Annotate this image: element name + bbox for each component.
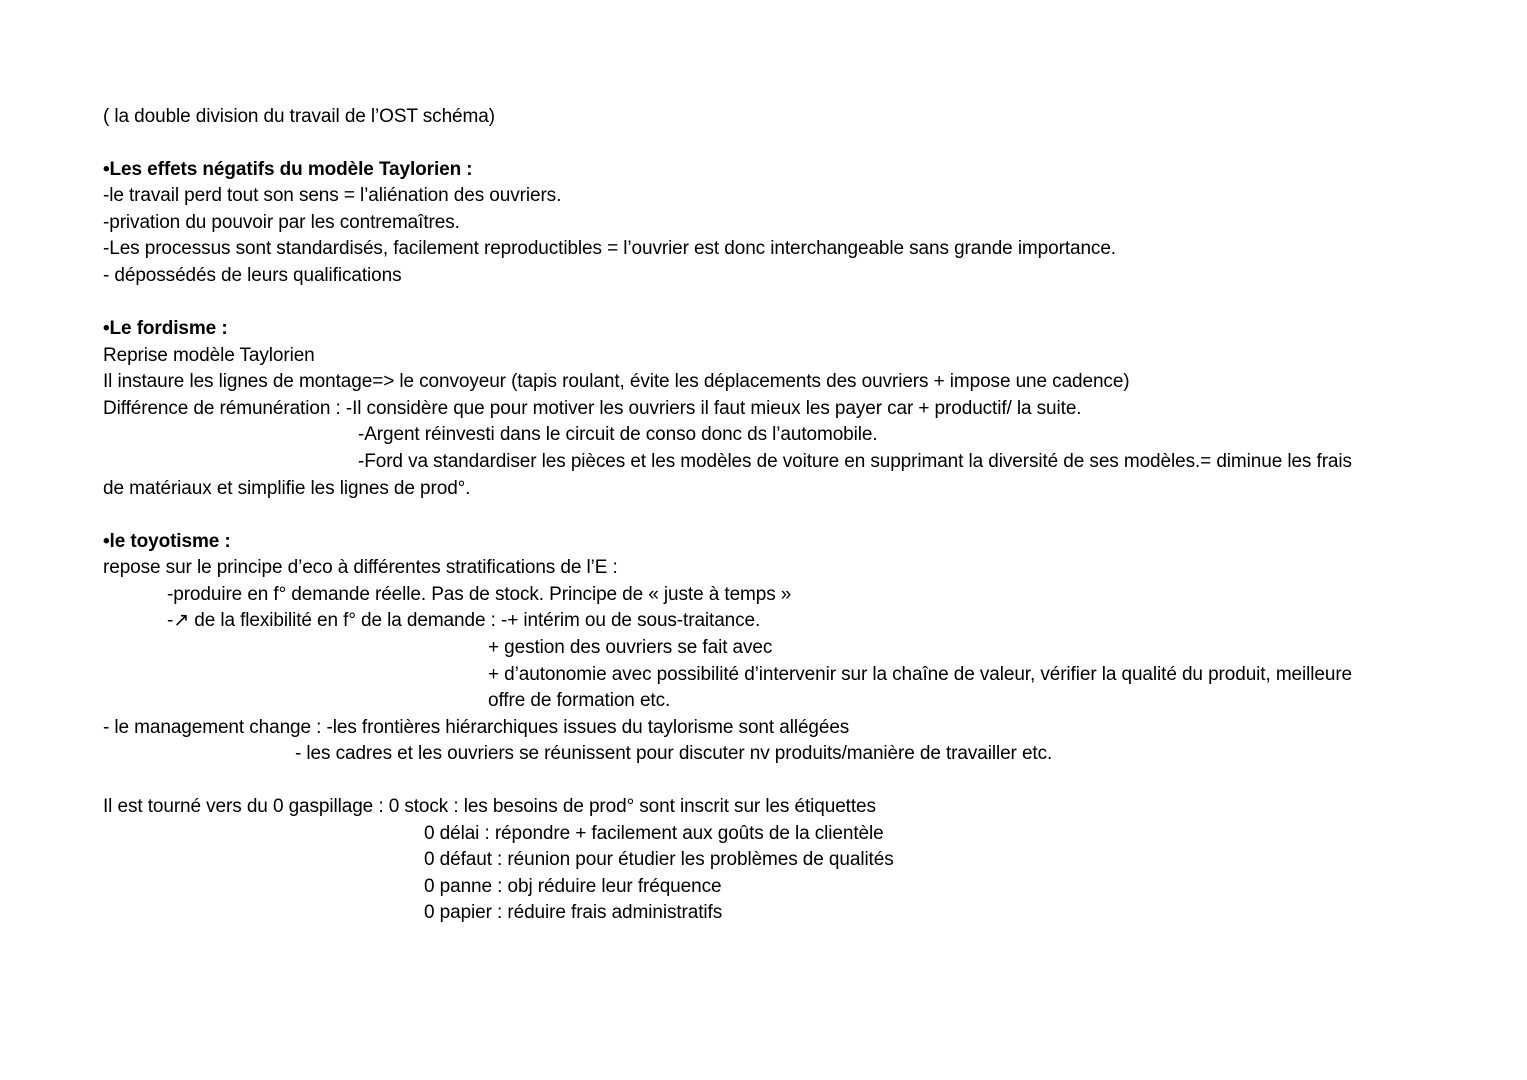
ford-remuneration-line	[103, 396, 1081, 422]
toyota-subpoint-detail: offre de formation etc.	[488, 690, 671, 711]
taylor-item: - dépossédés de leurs qualifications	[103, 265, 402, 286]
taylor-heading: •Les effets négatifs du modèle Taylorien :	[103, 159, 473, 180]
ford-remuneration-label: Différence de rémunération :	[103, 398, 346, 419]
ford-remuneration-point: -Il considère que pour motiver les ouvriers il faut mieux les payer car + productif/ la suite.	[345, 398, 1082, 419]
toyota-subpoint: -↗ de la flexibilité en f° de la demande : -+ intérim ou de sous-traitance.	[167, 610, 761, 631]
zero-waste-lead: Il est tourné vers du 0 gaspillage : 0 stock : les besoins de prod° sont inscrit sur les étiquettes	[103, 796, 876, 817]
toyota-management-line: - le management change : -les frontières hiérarchiques issues du taylorisme sont allégées	[103, 717, 850, 738]
ford-line: Il instaure les lignes de montage=> le convoyeur (tapis roulant, évite les déplacements des ouvriers + impose une cadence)	[103, 371, 1130, 392]
zero-waste-item: 0 délai : répondre + facilement aux goûts de la clientèle	[424, 823, 884, 844]
intro-line: ( la double division du travail de l’OST schéma)	[103, 106, 495, 127]
toyota-line: repose sur le principe d’eco à différentes stratifications de l’E :	[103, 557, 618, 578]
ford-remuneration-point: -Ford va standardiser les pièces et les modèles de voiture en supprimant la diversité de ses modèles.= diminue les frais	[358, 451, 1352, 472]
ford-heading: •Le fordisme :	[103, 318, 228, 339]
toyota-subpoint-detail: + d’autonomie avec possibilité d’intervenir sur la chaîne de valeur, vérifier la qualité du produit, meilleure	[488, 664, 1353, 685]
taylor-item: -Les processus sont standardisés, facilement reproductibles = l’ouvrier est donc interchangeable sans grande importance.	[103, 238, 1116, 259]
ford-remuneration-point: -Argent réinvesti dans le circuit de conso donc ds l’automobile.	[358, 424, 878, 445]
toyota-subpoint-detail: + gestion des ouvriers se fait avec	[488, 637, 773, 658]
toyota-subpoint: -produire en f° demande réelle. Pas de stock. Principe de « juste à temps »	[167, 584, 792, 605]
toyota-heading: •le toyotisme :	[103, 531, 231, 552]
taylor-item: -privation du pouvoir par les contremaîtres.	[103, 212, 460, 233]
zero-waste-item: 0 panne : obj réduire leur fréquence	[424, 876, 722, 897]
zero-waste-item: 0 papier : réduire frais administratifs	[424, 902, 723, 923]
zero-waste-item: 0 défaut : réunion pour étudier les problèmes de qualités	[424, 849, 894, 870]
ford-line: Reprise modèle Taylorien	[103, 345, 315, 366]
taylor-item: -le travail perd tout son sens = l’aliénation des ouvriers.	[103, 185, 562, 206]
toyota-management-line: - les cadres et les ouvriers se réunissent pour discuter nv produits/manière de travailler etc.	[295, 743, 1053, 764]
ford-remuneration-continuation: de matériaux et simplifie les lignes de prod°.	[103, 478, 471, 499]
